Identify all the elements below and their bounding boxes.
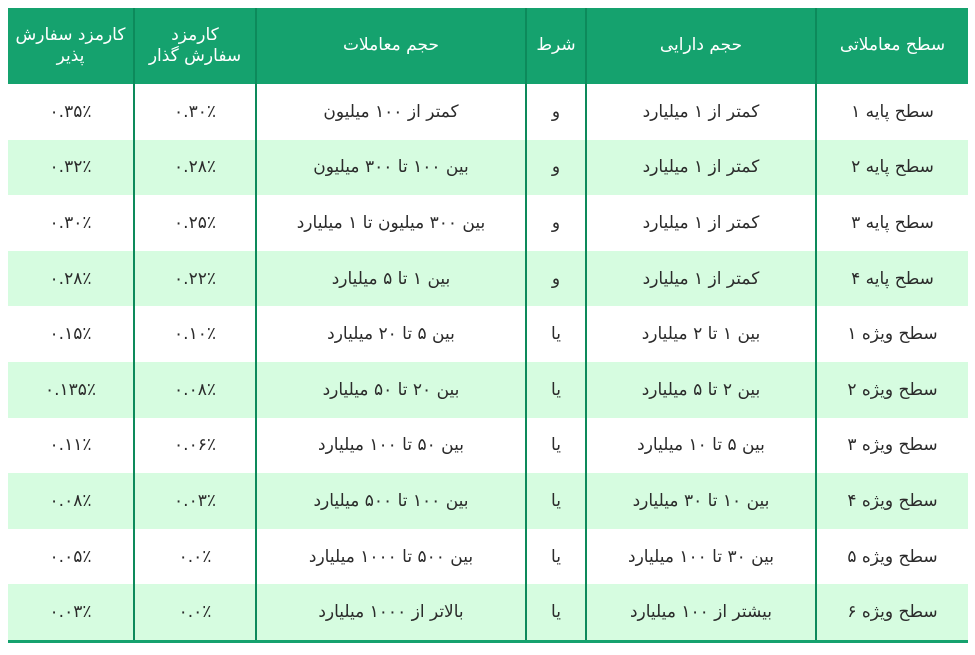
cell-taker-fee: ۰.۲۸٪ xyxy=(8,251,134,307)
cell-condition: و xyxy=(526,84,586,140)
cell-maker-fee: ۰.۰۳٪ xyxy=(134,473,256,529)
cell-level: سطح پایه ۳ xyxy=(816,195,968,251)
cell-maker-fee: ۰.۰۸٪ xyxy=(134,362,256,418)
table-row xyxy=(8,251,968,307)
cell-taker-fee: ۰.۳۲٪ xyxy=(8,140,134,196)
cell-maker-fee: ۰.۲۲٪ xyxy=(134,251,256,307)
cell-taker-fee: ۰.۰۳٪ xyxy=(8,584,134,641)
table-row xyxy=(8,584,968,641)
cell-maker-fee: ۰.۲۸٪ xyxy=(134,140,256,196)
cell-condition: یا xyxy=(526,306,586,362)
cell-volume: بین ۳۰۰ میلیون تا ۱ میلیارد xyxy=(256,195,526,251)
table-header-row xyxy=(8,8,968,84)
cell-level: سطح ویژه ۵ xyxy=(816,529,968,585)
cell-condition: یا xyxy=(526,418,586,474)
cell-condition: یا xyxy=(526,473,586,529)
cell-taker-fee: ۰.۰۵٪ xyxy=(8,529,134,585)
cell-taker-fee: ۰.۰۸٪ xyxy=(8,473,134,529)
cell-asset: بین ۳۰ تا ۱۰۰ میلیارد xyxy=(586,529,816,585)
cell-taker-fee: ۰.۱۱٪ xyxy=(8,418,134,474)
table-row xyxy=(8,140,968,196)
header-condition: شرط xyxy=(526,8,586,84)
cell-maker-fee: ۰.۳۰٪ xyxy=(134,84,256,140)
cell-maker-fee: ۰.۰٪ xyxy=(134,529,256,585)
cell-volume: بین ۵ تا ۲۰ میلیارد xyxy=(256,306,526,362)
cell-level: سطح ویژه ۲ xyxy=(816,362,968,418)
table-row xyxy=(8,473,968,529)
cell-condition: یا xyxy=(526,362,586,418)
cell-asset: کمتر از ۱ میلیارد xyxy=(586,140,816,196)
cell-condition: و xyxy=(526,251,586,307)
cell-level: سطح ویژه ۳ xyxy=(816,418,968,474)
table-row xyxy=(8,362,968,418)
cell-taker-fee: ۰.۱۳۵٪ xyxy=(8,362,134,418)
table-row xyxy=(8,418,968,474)
cell-taker-fee: ۰.۳۰٪ xyxy=(8,195,134,251)
cell-maker-fee: ۰.۰۶٪ xyxy=(134,418,256,474)
cell-asset: کمتر از ۱ میلیارد xyxy=(586,251,816,307)
cell-condition: یا xyxy=(526,584,586,641)
cell-level: سطح ویژه ۶ xyxy=(816,584,968,641)
cell-asset: بین ۱ تا ۲ میلیارد xyxy=(586,306,816,362)
cell-asset: کمتر از ۱ میلیارد xyxy=(586,195,816,251)
header-maker-fee: کارمزد سفارش گذار xyxy=(134,8,256,84)
table-row xyxy=(8,529,968,585)
cell-maker-fee: ۰.۱۰٪ xyxy=(134,306,256,362)
cell-level: سطح پایه ۲ xyxy=(816,140,968,196)
cell-volume: بین ۲۰ تا ۵۰ میلیارد xyxy=(256,362,526,418)
table-row xyxy=(8,195,968,251)
cell-volume: بین ۵۰ تا ۱۰۰ میلیارد xyxy=(256,418,526,474)
header-trade-volume: حجم معاملات xyxy=(256,8,526,84)
cell-taker-fee: ۰.۳۵٪ xyxy=(8,84,134,140)
cell-maker-fee: ۰.۰٪ xyxy=(134,584,256,641)
cell-level: سطح ویژه ۴ xyxy=(816,473,968,529)
cell-volume: بین ۵۰۰ تا ۱۰۰۰ میلیارد xyxy=(256,529,526,585)
cell-level: سطح پایه ۱ xyxy=(816,84,968,140)
cell-volume: بین ۱۰۰ تا ۳۰۰ میلیون xyxy=(256,140,526,196)
header-asset-volume: حجم دارایی xyxy=(586,8,816,84)
cell-condition: یا xyxy=(526,529,586,585)
header-trading-level: سطح معاملاتی xyxy=(816,8,968,84)
cell-volume: کمتر از ۱۰۰ میلیون xyxy=(256,84,526,140)
header-taker-fee: کارمزد سفارش پذیر xyxy=(8,8,134,84)
cell-asset: بیشتر از ۱۰۰ میلیارد xyxy=(586,584,816,641)
cell-condition: و xyxy=(526,140,586,196)
cell-asset: بین ۲ تا ۵ میلیارد xyxy=(586,362,816,418)
cell-asset: بین ۵ تا ۱۰ میلیارد xyxy=(586,418,816,474)
cell-volume: بالاتر از ۱۰۰۰ میلیارد xyxy=(256,584,526,641)
cell-volume: بین ۱۰۰ تا ۵۰۰ میلیارد xyxy=(256,473,526,529)
table-row xyxy=(8,84,968,140)
cell-maker-fee: ۰.۲۵٪ xyxy=(134,195,256,251)
cell-condition: و xyxy=(526,195,586,251)
cell-taker-fee: ۰.۱۵٪ xyxy=(8,306,134,362)
cell-asset: کمتر از ۱ میلیارد xyxy=(586,84,816,140)
fee-table xyxy=(8,8,968,643)
cell-asset: بین ۱۰ تا ۳۰ میلیارد xyxy=(586,473,816,529)
cell-volume: بین ۱ تا ۵ میلیارد xyxy=(256,251,526,307)
cell-level: سطح پایه ۴ xyxy=(816,251,968,307)
cell-level: سطح ویژه ۱ xyxy=(816,306,968,362)
table-row xyxy=(8,306,968,362)
